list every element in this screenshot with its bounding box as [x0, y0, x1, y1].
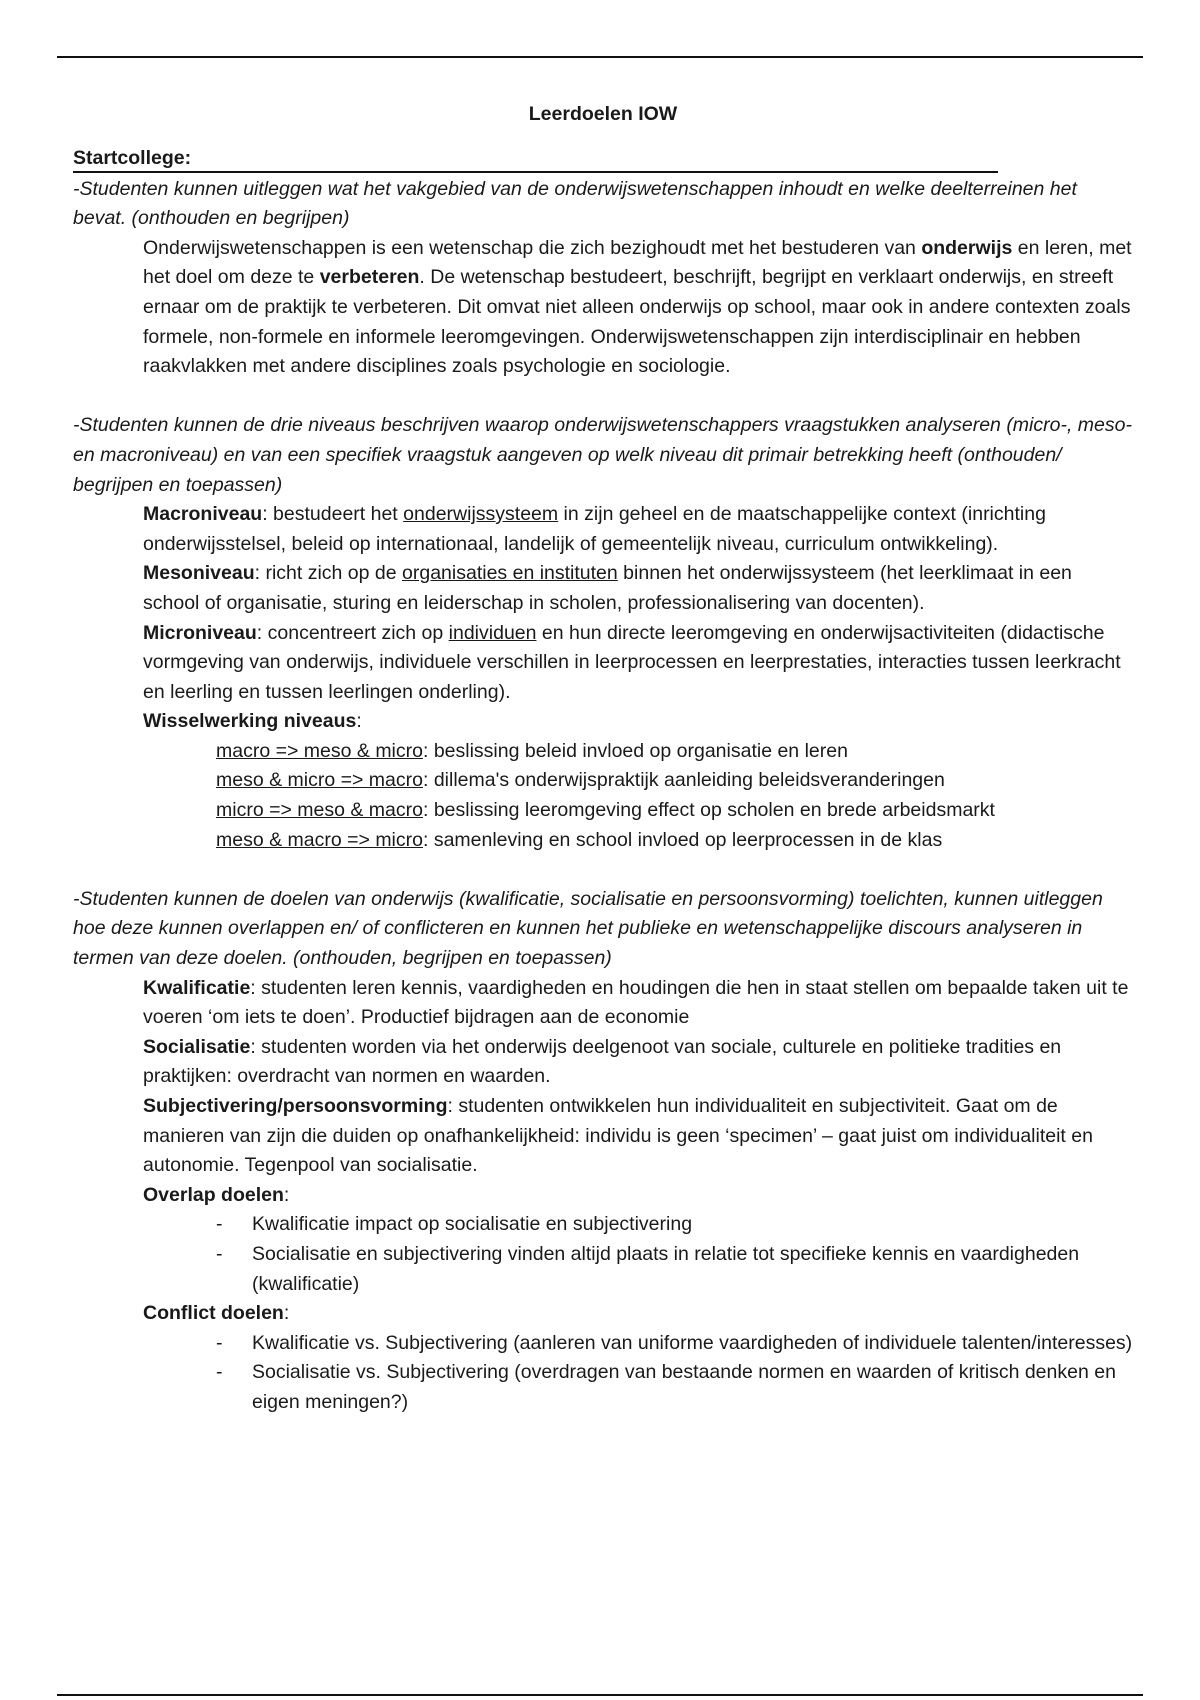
list-item: - Kwalificatie vs. Subjectivering (aanleren van uniforme vaardigheden of individuele talenten/interesses)	[216, 1331, 1133, 1354]
kwalificatie-paragraph: Kwalificatie: studenten leren kennis, vaardigheden en houdingen die hen in staat stellen om bepaalde taken uit te voeren ‘om iets te doen’. Productief bijdragen aan de economie	[143, 976, 1129, 1029]
top-rule	[57, 56, 1143, 58]
macroniveau-paragraph: Macroniveau: bestudeert het onderwijssysteem in zijn geheel en de maatschappelijke context (inrichting onderwijsstelsel, beleid op internationaal, landelijk of gemeentelijk niveau, curriculum ontwikkeling).	[143, 503, 1046, 555]
interaction-line: micro => meso & macro: beslissing leeromgeving effect op scholen en brede arbeidsmarkt	[216, 799, 995, 822]
list-item: - Socialisatie en subjectivering vinden altijd plaats in relatie tot specifieke kennis en vaardigheden (kwalificatie)	[216, 1242, 1080, 1295]
learning-objective-2: -Studenten kunnen de drie niveaus beschrijven waarop onderwijswetenschappers vraagstukken analyseren (micro-, meso- en macroniveau) en van een specifiek vraagstuk aangeven op welk niveau dit primair betrekking heeft (onthouden/ begrijpen en toepassen)	[73, 414, 1132, 496]
page-title: Leerdoelen IOW	[528, 103, 678, 125]
overlap-heading: Overlap doelen:	[143, 1183, 290, 1206]
list-item: - Kwalificatie impact op socialisatie en subjectivering	[216, 1213, 693, 1236]
section-heading: Startcollege:	[73, 144, 1133, 175]
mesoniveau-paragraph: Mesoniveau: richt zich op de organisaties en instituten binnen het onderwijssysteem (het leerklimaat in een school of organisatie, sturing en leiderschap in scholen, professionalisering van docenten).	[143, 562, 1072, 614]
conflict-heading: Conflict doelen:	[143, 1302, 290, 1325]
microniveau-paragraph: Microniveau: concentreert zich op individuen en hun directe leeromgeving en onderwijsactiviteiten (didactische vormgeving van onderwijs, individuele verschillen in leerprocessen en leerprestaties, interacties tussen leerkracht en leerling en tussen leerlingen onderling).	[143, 621, 1121, 703]
learning-objective-1: -Studenten kunnen uitleggen wat het vakgebied van de onderwijswetenschappen inhoudt en welke deelterreinen het bevat. (onthouden en begrijpen)	[73, 177, 1077, 230]
socialisatie-paragraph: Socialisatie: studenten worden via het onderwijs deelgenoot van sociale, culturele en politieke tradities en praktijken: overdracht van normen en waarden.	[143, 1035, 1062, 1088]
learning-objective-3: -Studenten kunnen de doelen van onderwijs (kwalificatie, socialisatie en persoonsvorming) toelichten, kunnen uitleggen hoe deze kunnen overlappen en/ of conflicteren en kunnen het publieke en wetenschappelijke discours analyseren in termen van deze doelen. (onthouden, begrijpen en toepassen)	[73, 887, 1103, 970]
interaction-line: meso & micro => macro: dillema's onderwijspraktijk aanleiding beleidsveranderingen	[216, 769, 945, 792]
list-item: - Socialisatie vs. Subjectivering (overdragen van bestaande normen en waarden of kritisch denken en eigen meningen?)	[216, 1361, 1116, 1413]
wisselwerking-heading: Wisselwerking niveaus:	[143, 710, 362, 733]
subjectivering-paragraph: Subjectivering/persoonsvorming: studenten ontwikkelen hun individualiteit en subjectiviteit. Gaat om de manieren van zijn die duiden op onafhankelijkheid: individu is geen ‘specimen’ – gaat juist om individualiteit en autonomie. Tegenpool van socialisatie.	[143, 1095, 1093, 1177]
document-body	[73, 100, 1133, 1418]
interaction-line: macro => meso & micro: beslissing beleid invloed op organisatie en leren	[216, 739, 848, 762]
objective-1-explanation: Onderwijswetenschappen is een wetenschap die zich bezighoudt met het bestuderen van onderwijs en leren, met het doel om deze te verbeteren. De wetenschap bestudeert, beschrijft, begrijpt en verklaart onderwijs, en streeft ernaar om de praktijk te verbeteren. Dit omvat niet alleen onderwijs op school, maar ook in andere contexten zoals formele, non-formele en informele leeromgevingen. Onderwijswetenschappen zijn interdisciplinair en hebben raakvlakken met andere disciplines zoals psychologie en sociologie.	[143, 236, 1132, 378]
interaction-line: meso & macro => micro: samenleving en school invloed op leerprocessen in de klas	[216, 828, 943, 851]
bottom-rule	[57, 1694, 1143, 1696]
